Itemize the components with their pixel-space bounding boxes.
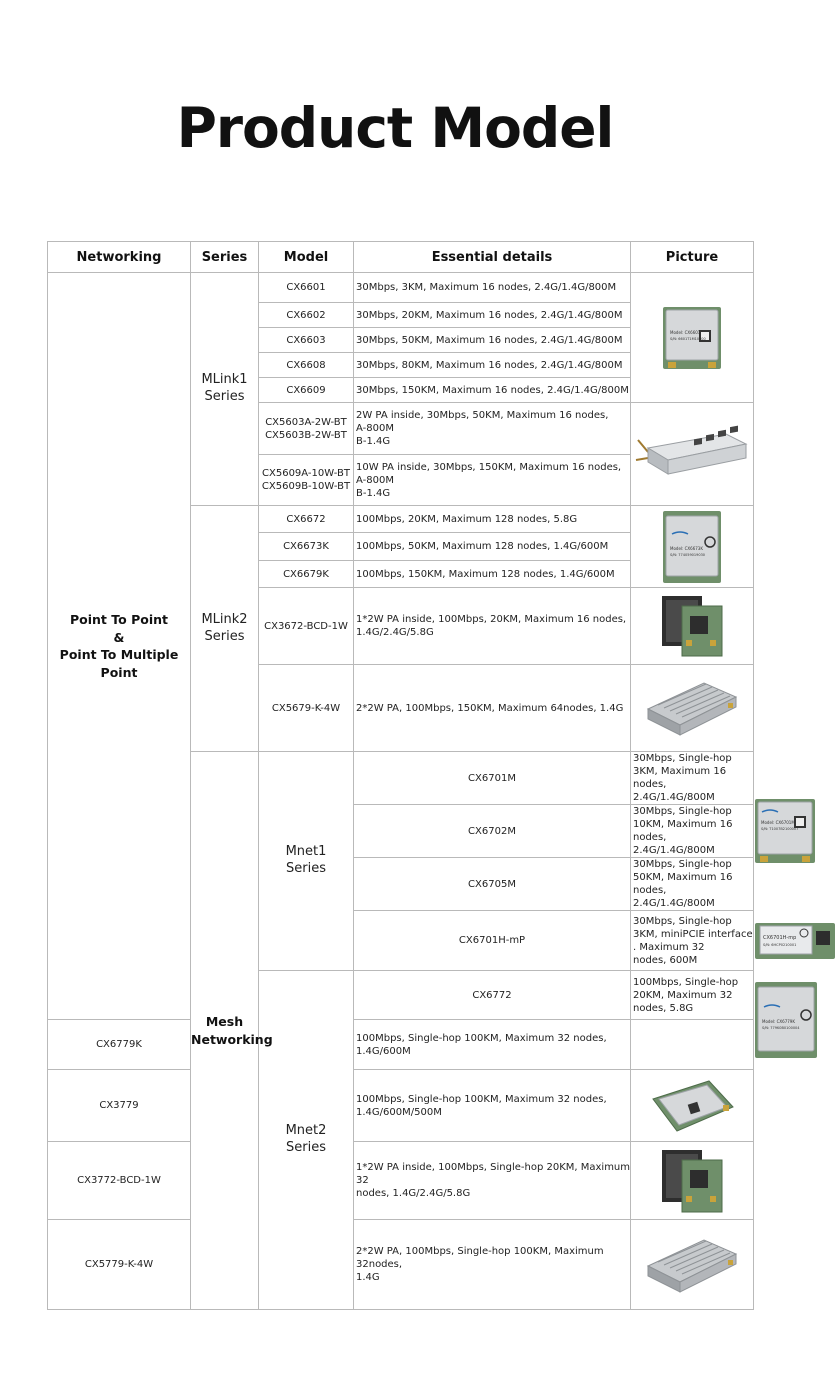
board-label-sn: S/N: 779K0B0100004 bbox=[762, 1026, 800, 1030]
header-networking: Networking bbox=[48, 242, 191, 273]
model-cell: CX6672 bbox=[259, 506, 354, 533]
header-model: Model bbox=[259, 242, 354, 273]
picture-cell bbox=[631, 403, 754, 506]
model-cell: CX6608 bbox=[259, 353, 354, 378]
board-label-sn: S/N: T1007B2100007 bbox=[761, 827, 799, 831]
minipcie-card-icon bbox=[754, 921, 836, 961]
model-cell: CX5679-K-4W bbox=[259, 665, 354, 752]
model-cell: CX3772-BCD-1W bbox=[48, 1142, 191, 1220]
model-cell: CX6701H-mP bbox=[354, 911, 631, 971]
table-row bbox=[48, 1142, 754, 1220]
heatsink-unit-icon bbox=[644, 1232, 740, 1298]
header-series: Series bbox=[191, 242, 259, 273]
details-cell: 1*2W PA inside, 100Mbps, 20KM, Maximum 16 nodes, 1.4G/2.4G/5.8G bbox=[354, 588, 631, 665]
dual-board-icon bbox=[660, 1148, 724, 1214]
model-cell: CX5609A-10W-BT CX5609B-10W-BT bbox=[259, 455, 354, 506]
picture-cell bbox=[631, 1070, 754, 1142]
model-cell: CX6702M bbox=[354, 805, 631, 858]
enclosure-unit-icon bbox=[634, 426, 750, 482]
model-cell: CX6673K bbox=[259, 533, 354, 561]
model-cell: CX6779K bbox=[48, 1020, 191, 1070]
model-cell: CX5603A-2W-BT CX5603B-2W-BT bbox=[259, 403, 354, 455]
model-cell: CX6772 bbox=[354, 971, 631, 1020]
model-cell: CX5779-K-4W bbox=[48, 1220, 191, 1310]
module-board-icon bbox=[662, 510, 722, 584]
card-label-model: CX6701H-mp bbox=[763, 934, 797, 941]
board-label-model: Model: CX6673K bbox=[670, 545, 703, 551]
header-details: Essential details bbox=[354, 242, 631, 273]
board-label-model: Model: CX6601 bbox=[670, 329, 701, 335]
board-label-model: Model: CX6779K bbox=[762, 1019, 795, 1024]
details-cell: 30Mbps, 150KM, Maximum 16 nodes, 2.4G/1.4G/800M bbox=[354, 378, 631, 403]
picture-cell bbox=[631, 1220, 754, 1310]
details-cell: 1*2W PA inside, 100Mbps, Single-hop 20KM, Maximum 32 nodes, 1.4G/2.4G/5.8G bbox=[354, 1142, 631, 1220]
picture-cell bbox=[631, 273, 754, 403]
details-cell: 30Mbps, Single-hop 3KM, Maximum 16 nodes, 2.4G/1.4G/800M bbox=[631, 752, 754, 805]
model-cell: CX6601 bbox=[259, 273, 354, 303]
details-cell: 30Mbps, Single-hop 10KM, Maximum 16 nodes, 2.4G/1.4G/800M bbox=[631, 805, 754, 858]
model-cell: CX3779 bbox=[48, 1070, 191, 1142]
details-cell: 100Mbps, Single-hop 100KM, Maximum 32 nodes, 1.4G/600M/500M bbox=[354, 1070, 631, 1142]
model-cell: CX6701M bbox=[354, 752, 631, 805]
picture-cell bbox=[631, 1142, 754, 1220]
table-row bbox=[48, 273, 754, 303]
details-cell: 100Mbps, 50KM, Maximum 128 nodes, 1.4G/600M bbox=[354, 533, 631, 561]
details-cell: 2*2W PA, 100Mbps, 150KM, Maximum 64nodes, 1.4G bbox=[354, 665, 631, 752]
module-board-icon bbox=[754, 798, 816, 864]
series-cell-mnet2: Mnet2 Series bbox=[259, 971, 354, 1310]
table-row bbox=[48, 1220, 754, 1310]
module-board-icon bbox=[662, 306, 722, 370]
networking-cell-ptp: Point To Point & Point To Multiple Point bbox=[48, 273, 191, 1020]
board-label-sn: S/N: 774059019030 bbox=[670, 552, 706, 557]
details-cell: 100Mbps, 20KM, Maximum 128 nodes, 5.8G bbox=[354, 506, 631, 533]
details-cell: 10W PA inside, 30Mbps, 150KM, Maximum 16 nodes, A-800M B-1.4G bbox=[354, 455, 631, 506]
details-cell: 30Mbps, Single-hop 3KM, miniPCIE interface . Maximum 32 nodes, 600M bbox=[631, 911, 754, 971]
picture-cell bbox=[631, 588, 754, 665]
picture-cell bbox=[631, 506, 754, 588]
details-cell: 100Mbps, 150KM, Maximum 128 nodes, 1.4G/600M bbox=[354, 561, 631, 588]
model-cell: CX3672-BCD-1W bbox=[259, 588, 354, 665]
series-cell-mnet1: Mnet1 Series bbox=[259, 752, 354, 971]
heatsink-unit-icon bbox=[644, 675, 740, 741]
header-row bbox=[48, 242, 754, 273]
card-label-sn: S/N: 6HCP0210001 bbox=[763, 942, 797, 947]
series-cell-mlink2: MLink2 Series bbox=[191, 506, 259, 752]
page-title: Product Model bbox=[176, 96, 614, 160]
table-row bbox=[48, 1020, 754, 1070]
series-cell-mlink1: MLink1 Series bbox=[191, 273, 259, 506]
details-cell: 30Mbps, 20KM, Maximum 16 nodes, 2.4G/1.4G/800M bbox=[354, 303, 631, 328]
tilted-board-icon bbox=[649, 1077, 735, 1135]
board-label-sn: S/N: 6601T1M10000 bbox=[670, 336, 706, 341]
details-cell: 100Mbps, Single-hop 20KM, Maximum 32 nodes, 5.8G bbox=[631, 971, 754, 1020]
table-row bbox=[48, 1070, 754, 1142]
model-cell: CX6679K bbox=[259, 561, 354, 588]
details-cell: 2*2W PA, 100Mbps, Single-hop 100KM, Maximum 32nodes, 1.4G bbox=[354, 1220, 631, 1310]
details-cell: 30Mbps, 50KM, Maximum 16 nodes, 2.4G/1.4G/800M bbox=[354, 328, 631, 353]
model-cell: CX6609 bbox=[259, 378, 354, 403]
details-cell: 100Mbps, Single-hop 100KM, Maximum 32 nodes, 1.4G/600M bbox=[354, 1020, 631, 1070]
details-cell: 30Mbps, 3KM, Maximum 16 nodes, 2.4G/1.4G/800M bbox=[354, 273, 631, 303]
details-cell: 30Mbps, 80KM, Maximum 16 nodes, 2.4G/1.4G/800M bbox=[354, 353, 631, 378]
networking-cell-mesh: Mesh Networking bbox=[191, 752, 259, 1310]
picture-cell bbox=[631, 665, 754, 752]
dual-board-icon bbox=[660, 594, 724, 658]
module-board-icon bbox=[754, 981, 818, 1059]
model-cell: CX6602 bbox=[259, 303, 354, 328]
product-table bbox=[47, 241, 800, 1310]
details-cell: 30Mbps, Single-hop 50KM, Maximum 16 nodes, 2.4G/1.4G/800M bbox=[631, 858, 754, 911]
model-cell: CX6603 bbox=[259, 328, 354, 353]
header-picture: Picture bbox=[631, 242, 754, 273]
board-label-model: Model: CX6701M bbox=[761, 820, 795, 825]
model-cell: CX6705M bbox=[354, 858, 631, 911]
details-cell: 2W PA inside, 30Mbps, 50KM, Maximum 16 nodes, A-800M B-1.4G bbox=[354, 403, 631, 455]
